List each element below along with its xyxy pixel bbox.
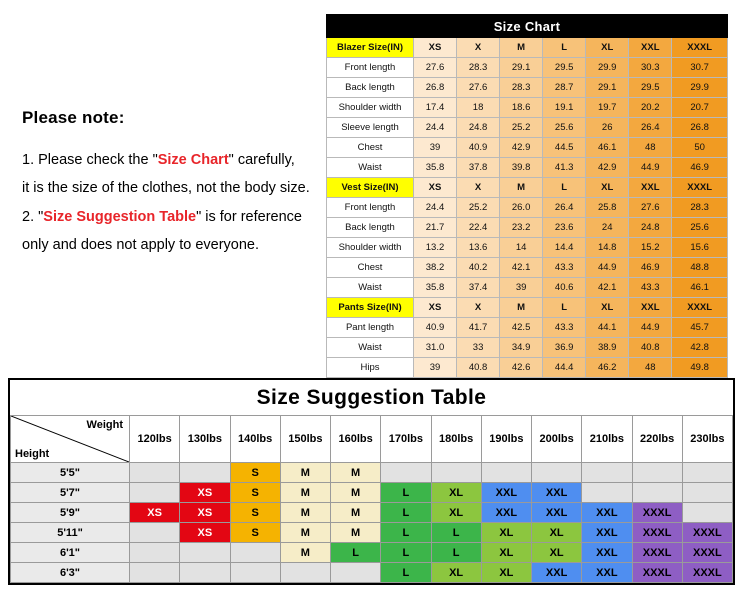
- size-chart-cell: 44.9: [629, 158, 672, 178]
- suggestion-row: [11, 463, 733, 483]
- size-suggestion-block: [8, 378, 735, 585]
- suggestion-cell: XXXL: [682, 523, 732, 543]
- suggestion-cell: XXL: [532, 563, 582, 583]
- suggestion-cell-empty: [682, 503, 732, 523]
- suggestion-cell: XL: [481, 523, 531, 543]
- size-chart-cell: 38.9: [586, 338, 629, 358]
- size-chart-cell: 44.9: [586, 258, 629, 278]
- suggestion-weight-header: 150lbs: [280, 416, 330, 463]
- suggestion-cell: M: [280, 543, 330, 563]
- size-chart-cell: 43.3: [543, 258, 586, 278]
- size-chart-cell: 37.4: [457, 278, 500, 298]
- suggestion-row: [11, 563, 733, 583]
- suggestion-cell-empty: [682, 463, 732, 483]
- size-chart-size-header: X: [457, 298, 500, 318]
- suggestion-cell: XXL: [582, 523, 632, 543]
- size-chart-row-label: Back length: [327, 78, 414, 98]
- suggestion-cell-empty: [381, 463, 431, 483]
- size-chart-cell: 19.1: [543, 98, 586, 118]
- suggestion-header-row: [11, 416, 733, 463]
- size-chart-cell: 27.6: [629, 198, 672, 218]
- size-chart-header-row: [327, 178, 728, 198]
- size-chart-cell: 14.4: [543, 238, 586, 258]
- suggestion-cell: L: [331, 543, 381, 563]
- suggestion-cell: S: [230, 523, 280, 543]
- size-chart-cell: 29.9: [586, 58, 629, 78]
- note-line-1-highlight: Size Chart: [157, 152, 229, 168]
- size-chart-cell: 21.7: [414, 218, 457, 238]
- suggestion-cell: XL: [431, 563, 481, 583]
- suggestion-cell-empty: [582, 463, 632, 483]
- suggestion-corner-cell: [11, 416, 130, 463]
- size-chart-cell: 46.2: [586, 358, 629, 378]
- suggestion-cell-empty: [180, 543, 230, 563]
- size-chart-cell: 30.7: [672, 58, 728, 78]
- size-chart-table: [326, 14, 728, 378]
- size-chart-cell: 48.8: [672, 258, 728, 278]
- suggestion-cell: M: [280, 503, 330, 523]
- suggestion-cell-empty: [230, 563, 280, 583]
- size-chart-cell: 29.5: [629, 78, 672, 98]
- suggestion-cell: XL: [532, 523, 582, 543]
- size-chart-cell: 29.9: [672, 78, 728, 98]
- note-title: Please note:: [22, 108, 125, 127]
- size-chart-cell: 46.9: [629, 258, 672, 278]
- suggestion-weight-header: 190lbs: [481, 416, 531, 463]
- suggestion-cell: XS: [180, 503, 230, 523]
- note-line-2-pre: 2. ": [22, 208, 44, 225]
- suggestion-cell-empty: [331, 563, 381, 583]
- suggestion-cell: XL: [481, 563, 531, 583]
- size-chart-cell: 41.3: [543, 158, 586, 178]
- size-chart-section-label: Blazer Size(IN): [327, 38, 414, 58]
- size-chart-size-header: X: [457, 178, 500, 198]
- suggestion-weight-header: 180lbs: [431, 416, 481, 463]
- size-chart-row: [327, 138, 728, 158]
- size-chart-cell: 26.4: [543, 198, 586, 218]
- size-suggestion-table: [10, 415, 733, 583]
- suggestion-cell: L: [431, 523, 481, 543]
- suggestion-cell: XXXL: [632, 543, 682, 563]
- suggestion-weight-header: 230lbs: [682, 416, 732, 463]
- suggestion-cell: XS: [180, 483, 230, 503]
- size-chart-cell: 17.4: [414, 98, 457, 118]
- size-chart-cell: 44.9: [629, 318, 672, 338]
- size-chart-cell: 15.6: [672, 238, 728, 258]
- size-chart-cell: 29.5: [543, 58, 586, 78]
- size-chart-size-header: X: [457, 38, 500, 58]
- size-chart-cell: 42.1: [500, 258, 543, 278]
- size-chart-cell: 33: [457, 338, 500, 358]
- size-chart-cell: 42.5: [500, 318, 543, 338]
- size-chart-cell: 40.8: [457, 358, 500, 378]
- size-chart-size-header: XXXL: [672, 298, 728, 318]
- suggestion-cell: L: [381, 523, 431, 543]
- suggestion-cell: L: [431, 543, 481, 563]
- size-chart-row: [327, 118, 728, 138]
- suggestion-height-header: 6'3": [11, 563, 130, 583]
- size-chart-cell: 25.2: [500, 118, 543, 138]
- size-chart-row: [327, 358, 728, 378]
- size-chart-cell: 29.1: [500, 58, 543, 78]
- size-chart-cell: 49.8: [672, 358, 728, 378]
- size-chart-cell: 45.7: [672, 318, 728, 338]
- suggestion-cell-empty: [180, 563, 230, 583]
- note-line-1: [22, 146, 322, 174]
- size-chart-cell: 24.8: [457, 118, 500, 138]
- size-chart-cell: 39: [500, 278, 543, 298]
- suggestion-row: [11, 523, 733, 543]
- suggestion-row: [11, 483, 733, 503]
- suggestion-cell-empty: [582, 483, 632, 503]
- please-note-block: [22, 108, 322, 259]
- note-line-1-pre: 1. Please check the ": [22, 152, 158, 168]
- note-line-1-post: " carefully,: [228, 152, 295, 168]
- suggestion-cell: M: [331, 523, 381, 543]
- suggestion-cell: S: [230, 483, 280, 503]
- suggestion-height-header: 6'1": [11, 543, 130, 563]
- size-chart-cell: 38.2: [414, 258, 457, 278]
- suggestion-cell: XXXL: [682, 543, 732, 563]
- size-chart-size-header: XL: [586, 38, 629, 58]
- size-chart-size-header: XXXL: [672, 38, 728, 58]
- note-line-1b: it is the size of the clothes, not the body size.: [22, 180, 310, 197]
- size-chart-cell: 26: [586, 118, 629, 138]
- size-chart-row-label: Front length: [327, 58, 414, 78]
- size-chart-header-row: [327, 38, 728, 58]
- note-line-2-highlight: Size Suggestion Table: [43, 208, 197, 225]
- size-chart-cell: 40.2: [457, 258, 500, 278]
- size-chart-cell: 28.3: [500, 78, 543, 98]
- size-chart-cell: 41.7: [457, 318, 500, 338]
- size-chart-cell: 26.0: [500, 198, 543, 218]
- size-chart-cell: 43.3: [629, 278, 672, 298]
- suggestion-weight-header: 220lbs: [632, 416, 682, 463]
- suggestion-cell: XS: [130, 503, 180, 523]
- size-chart-row-label: Shoulder width: [327, 238, 414, 258]
- suggestion-cell-empty: [130, 483, 180, 503]
- size-chart-cell: 28.3: [457, 58, 500, 78]
- suggestion-cell-empty: [130, 523, 180, 543]
- suggestion-cell-empty: [130, 563, 180, 583]
- size-chart-cell: 18: [457, 98, 500, 118]
- suggestion-cell: M: [280, 483, 330, 503]
- suggestion-cell: XXL: [582, 503, 632, 523]
- suggestion-weight-header: 160lbs: [331, 416, 381, 463]
- size-chart-cell: 39.8: [500, 158, 543, 178]
- size-chart-title: Size Chart: [327, 15, 728, 38]
- size-chart-row-label: Waist: [327, 278, 414, 298]
- size-chart-row: [327, 238, 728, 258]
- suggestion-cell: XXXL: [632, 503, 682, 523]
- suggestion-cell: XXXL: [682, 563, 732, 583]
- suggestion-cell: XS: [180, 523, 230, 543]
- size-chart-row-label: Chest: [327, 258, 414, 278]
- size-chart-row: [327, 338, 728, 358]
- size-chart-header-row: [327, 298, 728, 318]
- note-line-2b: only and does not apply to everyone.: [22, 236, 259, 253]
- size-chart-size-header: XL: [586, 178, 629, 198]
- size-chart-row: [327, 58, 728, 78]
- size-chart-size-header: XXL: [629, 38, 672, 58]
- size-chart-cell: 18.6: [500, 98, 543, 118]
- suggestion-height-header: 5'7": [11, 483, 130, 503]
- suggestion-cell: XXL: [481, 503, 531, 523]
- suggestion-weight-label: Weight: [86, 419, 123, 431]
- suggestion-cell-empty: [180, 463, 230, 483]
- size-suggestion-title: Size Suggestion Table: [256, 386, 487, 409]
- size-chart-cell: 27.6: [414, 58, 457, 78]
- suggestion-weight-header: 120lbs: [130, 416, 180, 463]
- suggestion-height-header: 5'11": [11, 523, 130, 543]
- size-chart-size-header: XS: [414, 38, 457, 58]
- size-chart-row: [327, 318, 728, 338]
- size-chart-row: [327, 278, 728, 298]
- suggestion-cell: L: [381, 483, 431, 503]
- size-chart-row-label: Chest: [327, 138, 414, 158]
- size-chart-cell: 13.2: [414, 238, 457, 258]
- suggestion-cell: M: [331, 463, 381, 483]
- size-chart-cell: 26.4: [629, 118, 672, 138]
- size-chart-row-label: Waist: [327, 338, 414, 358]
- size-chart-cell: 39: [414, 138, 457, 158]
- size-chart-size-header: XS: [414, 178, 457, 198]
- suggestion-cell: XXL: [582, 563, 632, 583]
- size-chart-cell: 40.9: [457, 138, 500, 158]
- size-chart-row-label: Shoulder width: [327, 98, 414, 118]
- suggestion-cell: XL: [481, 543, 531, 563]
- suggestion-cell: XL: [532, 543, 582, 563]
- size-chart-row: [327, 78, 728, 98]
- suggestion-weight-header: 170lbs: [381, 416, 431, 463]
- size-chart-row-label: Hips: [327, 358, 414, 378]
- suggestion-weight-header: 140lbs: [230, 416, 280, 463]
- suggestion-cell: XXXL: [632, 523, 682, 543]
- size-chart-cell: 19.7: [586, 98, 629, 118]
- size-chart-cell: 39: [414, 358, 457, 378]
- suggestion-cell: L: [381, 543, 431, 563]
- suggestion-cell-empty: [532, 463, 582, 483]
- suggestion-cell-empty: [481, 463, 531, 483]
- size-chart-cell: 30.3: [629, 58, 672, 78]
- size-chart-cell: 28.7: [543, 78, 586, 98]
- size-chart-row-label: Back length: [327, 218, 414, 238]
- suggestion-cell: L: [381, 563, 431, 583]
- size-chart-size-header: XS: [414, 298, 457, 318]
- size-chart-cell: 43.3: [543, 318, 586, 338]
- size-chart-cell: 24.8: [629, 218, 672, 238]
- size-chart-size-header: L: [543, 178, 586, 198]
- suggestion-cell: XXL: [481, 483, 531, 503]
- size-chart-cell: 46.9: [672, 158, 728, 178]
- size-chart-row: [327, 98, 728, 118]
- size-chart-cell: 35.8: [414, 158, 457, 178]
- size-chart-cell: 28.3: [672, 198, 728, 218]
- suggestion-cell-empty: [632, 463, 682, 483]
- suggestion-cell: XL: [431, 503, 481, 523]
- suggestion-cell-empty: [130, 463, 180, 483]
- suggestion-cell-empty: [230, 543, 280, 563]
- size-chart-cell: 42.9: [500, 138, 543, 158]
- suggestion-cell: XXL: [582, 543, 632, 563]
- suggestion-height-header: 5'5": [11, 463, 130, 483]
- size-chart-cell: 22.4: [457, 218, 500, 238]
- size-chart-cell: 34.9: [500, 338, 543, 358]
- size-chart-cell: 13.6: [457, 238, 500, 258]
- suggestion-height-header: 5'9": [11, 503, 130, 523]
- size-chart-section-label: Pants Size(IN): [327, 298, 414, 318]
- size-chart-cell: 26.8: [414, 78, 457, 98]
- size-chart-cell: 35.8: [414, 278, 457, 298]
- size-chart-cell: 23.6: [543, 218, 586, 238]
- suggestion-weight-header: 210lbs: [582, 416, 632, 463]
- suggestion-cell-empty: [632, 483, 682, 503]
- suggestion-cell-empty: [130, 543, 180, 563]
- size-chart-cell: 44.4: [543, 358, 586, 378]
- size-chart-cell: 23.2: [500, 218, 543, 238]
- size-chart-cell: 40.9: [414, 318, 457, 338]
- size-chart-title-row: [327, 15, 728, 38]
- suggestion-cell: L: [381, 503, 431, 523]
- size-chart-cell: 44.5: [543, 138, 586, 158]
- suggestion-row: [11, 543, 733, 563]
- size-chart-cell: 48: [629, 138, 672, 158]
- suggestion-height-label: Height: [15, 448, 50, 460]
- size-chart-row-label: Pant length: [327, 318, 414, 338]
- suggestion-cell: XL: [431, 483, 481, 503]
- size-chart-row: [327, 158, 728, 178]
- suggestion-cell: XXXL: [632, 563, 682, 583]
- size-chart-cell: 14.8: [586, 238, 629, 258]
- size-chart-cell: 25.8: [586, 198, 629, 218]
- size-chart-cell: 40.8: [629, 338, 672, 358]
- suggestion-cell: S: [230, 463, 280, 483]
- size-chart-cell: 48: [629, 358, 672, 378]
- size-chart-cell: 42.6: [500, 358, 543, 378]
- size-chart-size-header: XL: [586, 298, 629, 318]
- size-chart-cell: 29.1: [586, 78, 629, 98]
- size-chart-row: [327, 218, 728, 238]
- size-chart-size-header: XXL: [629, 298, 672, 318]
- suggestion-cell-empty: [682, 483, 732, 503]
- size-chart-cell: 20.7: [672, 98, 728, 118]
- size-chart-cell: 25.6: [543, 118, 586, 138]
- size-chart-row-label: Front length: [327, 198, 414, 218]
- size-chart-cell: 14: [500, 238, 543, 258]
- size-chart-cell: 42.1: [586, 278, 629, 298]
- suggestion-cell: M: [331, 503, 381, 523]
- suggestion-weight-header: 130lbs: [180, 416, 230, 463]
- size-chart-section-label: Vest Size(IN): [327, 178, 414, 198]
- size-chart-cell: 50: [672, 138, 728, 158]
- size-chart-cell: 36.9: [543, 338, 586, 358]
- size-chart-cell: 24.4: [414, 198, 457, 218]
- size-chart-cell: 42.9: [586, 158, 629, 178]
- suggestion-cell: M: [280, 523, 330, 543]
- suggestion-cell-empty: [431, 463, 481, 483]
- size-chart-cell: 46.1: [586, 138, 629, 158]
- size-chart-cell: 25.6: [672, 218, 728, 238]
- size-chart-cell: 20.2: [629, 98, 672, 118]
- size-chart-size-header: M: [500, 298, 543, 318]
- note-line-2: [22, 203, 322, 231]
- size-chart-cell: 24.4: [414, 118, 457, 138]
- size-chart-cell: 27.6: [457, 78, 500, 98]
- size-chart-size-header: L: [543, 38, 586, 58]
- suggestion-cell: M: [280, 463, 330, 483]
- size-chart-row: [327, 258, 728, 278]
- size-chart-size-header: L: [543, 298, 586, 318]
- size-chart-cell: 44.1: [586, 318, 629, 338]
- suggestion-cell-empty: [280, 563, 330, 583]
- suggestion-cell: S: [230, 503, 280, 523]
- size-chart-row: [327, 198, 728, 218]
- size-chart-cell: 46.1: [672, 278, 728, 298]
- suggestion-row: [11, 503, 733, 523]
- size-chart-cell: 42.8: [672, 338, 728, 358]
- size-chart-row-label: Sleeve length: [327, 118, 414, 138]
- size-chart-size-header: M: [500, 178, 543, 198]
- size-chart-size-header: M: [500, 38, 543, 58]
- size-chart-cell: 24: [586, 218, 629, 238]
- suggestion-cell: XXL: [532, 503, 582, 523]
- size-chart-cell: 25.2: [457, 198, 500, 218]
- size-chart-cell: 31.0: [414, 338, 457, 358]
- size-chart-cell: 26.8: [672, 118, 728, 138]
- suggestion-weight-header: 200lbs: [532, 416, 582, 463]
- suggestion-cell: XXL: [532, 483, 582, 503]
- size-chart-size-header: XXL: [629, 178, 672, 198]
- size-chart-cell: 40.6: [543, 278, 586, 298]
- suggestion-cell: M: [331, 483, 381, 503]
- size-chart-cell: 37.8: [457, 158, 500, 178]
- size-chart-row-label: Waist: [327, 158, 414, 178]
- size-chart-cell: 15.2: [629, 238, 672, 258]
- size-chart-size-header: XXXL: [672, 178, 728, 198]
- note-line-2-post: " is for reference: [196, 208, 302, 225]
